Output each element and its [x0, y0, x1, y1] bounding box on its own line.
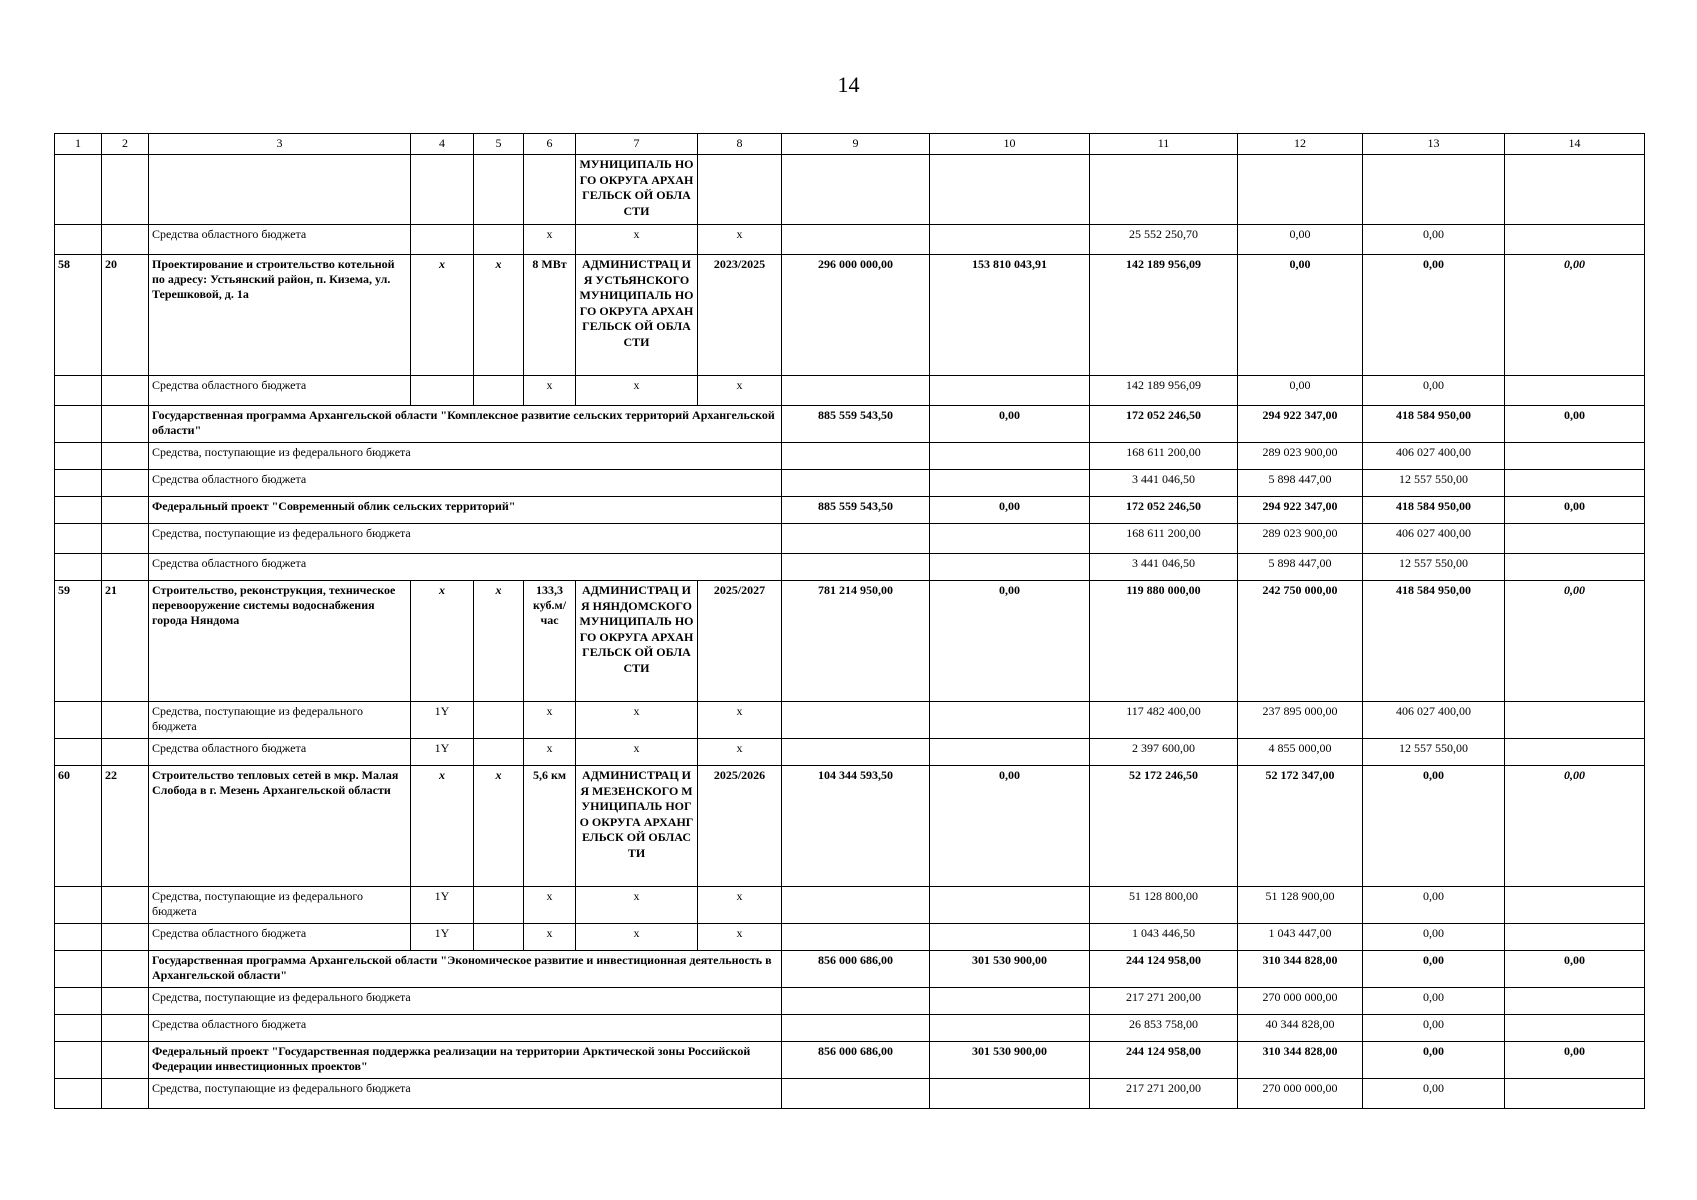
row-number: 20 [102, 255, 149, 376]
cell: х [474, 581, 524, 702]
row-label: Средства, поступающие из федерального бюджета [149, 887, 411, 924]
header-cell: 2 [102, 134, 149, 155]
table-row [55, 225, 1645, 255]
cell: х [474, 255, 524, 376]
cell: х [474, 766, 524, 887]
amount-cell: 856 000 686,00 [782, 1042, 930, 1079]
header-cell: 5 [474, 134, 524, 155]
amount-cell: 52 172 347,00 [1238, 766, 1363, 887]
cell: х [411, 255, 474, 376]
table-row [55, 155, 1645, 225]
amount-cell: 0,00 [1363, 951, 1505, 988]
project-name: Строительство, реконструкция, техническое перевооружение системы водоснабжения города Няндома [149, 581, 411, 702]
header-cell: 13 [1363, 134, 1505, 155]
cell: х [411, 581, 474, 702]
amount-cell: 2 397 600,00 [1090, 739, 1238, 766]
cell: х [698, 702, 782, 739]
row-label: Средства, поступающие из федерального бюджета [149, 524, 782, 554]
amount-cell: 418 584 950,00 [1363, 581, 1505, 702]
cell: х [698, 225, 782, 255]
amount-cell: 0,00 [1505, 581, 1645, 702]
period-cell: 2023/2025 [698, 255, 782, 376]
amount-cell: 12 557 550,00 [1363, 739, 1505, 766]
amount-cell: 0,00 [1363, 766, 1505, 887]
cell: х [524, 376, 576, 406]
cell: 1Y [411, 702, 474, 739]
amount-cell: 270 000 000,00 [1238, 988, 1363, 1015]
amount-cell: 0,00 [1363, 376, 1505, 406]
header-cell: 3 [149, 134, 411, 155]
amount-cell: 885 559 543,50 [782, 497, 930, 524]
amount-cell: 12 557 550,00 [1363, 470, 1505, 497]
row-number: 21 [102, 581, 149, 702]
table-row [55, 376, 1645, 406]
amount-cell: 142 189 956,09 [1090, 255, 1238, 376]
project-title: Федеральный проект "Современный облик сельских территорий" [149, 497, 782, 524]
amount-cell: 0,00 [1363, 225, 1505, 255]
amount-cell: 406 027 400,00 [1363, 702, 1505, 739]
capacity-cell: 133,3 куб.м/ час [524, 581, 576, 702]
header-cell: 9 [782, 134, 930, 155]
capacity-cell: 5,6 км [524, 766, 576, 887]
row-number: 58 [55, 255, 102, 376]
header-cell: 1 [55, 134, 102, 155]
amount-cell: 3 441 046,50 [1090, 470, 1238, 497]
amount-cell: 406 027 400,00 [1363, 443, 1505, 470]
amount-cell: 0,00 [1363, 1015, 1505, 1042]
amount-cell: 25 552 250,70 [1090, 225, 1238, 255]
table-row [55, 554, 1645, 581]
table-row [55, 1079, 1645, 1109]
amount-cell: 5 898 447,00 [1238, 470, 1363, 497]
cell: х [698, 739, 782, 766]
amount-cell: 301 530 900,00 [930, 951, 1090, 988]
amount-cell: 406 027 400,00 [1363, 524, 1505, 554]
table-row [55, 406, 1645, 443]
table-row [55, 988, 1645, 1015]
amount-cell: 168 611 200,00 [1090, 524, 1238, 554]
amount-cell: 26 853 758,00 [1090, 1015, 1238, 1042]
amount-cell: 242 750 000,00 [1238, 581, 1363, 702]
capacity-cell: 8 МВт [524, 255, 576, 376]
amount-cell: 0,00 [1238, 376, 1363, 406]
amount-cell: 142 189 956,09 [1090, 376, 1238, 406]
row-number: 22 [102, 766, 149, 887]
amount-cell: 781 214 950,00 [782, 581, 930, 702]
cell: 1Y [411, 887, 474, 924]
amount-cell: 0,00 [1363, 1079, 1505, 1109]
amount-cell: 0,00 [1505, 766, 1645, 887]
cell: х [576, 225, 698, 255]
table-row [55, 951, 1645, 988]
header-cell: 11 [1090, 134, 1238, 155]
amount-cell: 0,00 [930, 497, 1090, 524]
amount-cell: 217 271 200,00 [1090, 1079, 1238, 1109]
amount-cell: 310 344 828,00 [1238, 1042, 1363, 1079]
table-row [55, 581, 1645, 702]
amount-cell: 1 043 447,00 [1238, 924, 1363, 951]
amount-cell: 294 922 347,00 [1238, 497, 1363, 524]
amount-cell: 3 441 046,50 [1090, 554, 1238, 581]
amount-cell: 51 128 900,00 [1238, 887, 1363, 924]
table-row [55, 702, 1645, 739]
amount-cell: 244 124 958,00 [1090, 1042, 1238, 1079]
agency-cell: АДМИНИСТРАЦ ИЯ УСТЬЯНСКОГО МУНИЦИПАЛЬ НОГО ОКРУГА АРХАНГЕЛЬСК ОЙ ОБЛАСТИ [576, 255, 698, 376]
row-label: Средства областного бюджета [149, 924, 411, 951]
amount-cell: 0,00 [1238, 255, 1363, 376]
cell: х [576, 702, 698, 739]
page-number: 14 [837, 72, 860, 97]
table-row [55, 1015, 1645, 1042]
agency-cell: МУНИЦИПАЛЬ НОГО ОКРУГА АРХАНГЕЛЬСК ОЙ ОБЛАСТИ [576, 155, 698, 225]
amount-cell: 5 898 447,00 [1238, 554, 1363, 581]
amount-cell: 153 810 043,91 [930, 255, 1090, 376]
row-label: Средства областного бюджета [149, 1015, 782, 1042]
amount-cell: 0,00 [1238, 225, 1363, 255]
amount-cell: 0,00 [1505, 255, 1645, 376]
amount-cell: 885 559 543,50 [782, 406, 930, 443]
table-row [55, 443, 1645, 470]
project-name: Проектирование и строительство котельной по адресу: Устьянский район, п. Кизема, ул. Терешковой, д. 1а [149, 255, 411, 376]
amount-cell: 0,00 [1505, 951, 1645, 988]
cell: х [524, 924, 576, 951]
cell: х [698, 376, 782, 406]
table-row [55, 470, 1645, 497]
amount-cell: 237 895 000,00 [1238, 702, 1363, 739]
period-cell: 2025/2026 [698, 766, 782, 887]
row-label: Средства, поступающие из федерального бюджета [149, 702, 411, 739]
row-label: Средства областного бюджета [149, 225, 411, 255]
cell: х [576, 887, 698, 924]
header-cell: 8 [698, 134, 782, 155]
cell: х [576, 739, 698, 766]
amount-cell: 0,00 [1363, 255, 1505, 376]
cell: х [411, 766, 474, 887]
row-label: Средства областного бюджета [149, 376, 411, 406]
cell: 1Y [411, 924, 474, 951]
amount-cell: 289 023 900,00 [1238, 443, 1363, 470]
amount-cell: 0,00 [930, 581, 1090, 702]
table-row [55, 887, 1645, 924]
cell: х [524, 702, 576, 739]
amount-cell: 296 000 000,00 [782, 255, 930, 376]
amount-cell: 289 023 900,00 [1238, 524, 1363, 554]
row-label: Средства, поступающие из федерального бюджета [149, 443, 782, 470]
project-name: Строительство тепловых сетей в мкр. Малая Слобода в г. Мезень Архангельской области [149, 766, 411, 887]
amount-cell: 40 344 828,00 [1238, 1015, 1363, 1042]
amount-cell: 0,00 [930, 406, 1090, 443]
amount-cell: 0,00 [1505, 406, 1645, 443]
table-row [55, 1042, 1645, 1079]
table-row [55, 524, 1645, 554]
header-cell: 10 [930, 134, 1090, 155]
amount-cell: 0,00 [1363, 988, 1505, 1015]
cell: х [698, 924, 782, 951]
amount-cell: 51 128 800,00 [1090, 887, 1238, 924]
amount-cell: 418 584 950,00 [1363, 497, 1505, 524]
header-cell: 14 [1505, 134, 1645, 155]
row-number: 60 [55, 766, 102, 887]
amount-cell: 0,00 [1505, 497, 1645, 524]
amount-cell: 117 482 400,00 [1090, 702, 1238, 739]
period-cell: 2025/2027 [698, 581, 782, 702]
amount-cell: 0,00 [1363, 924, 1505, 951]
agency-cell: АДМИНИСТРАЦ ИЯ МЕЗЕНСКОГО МУНИЦИПАЛЬ НОГО ОКРУГА АРХАНГЕЛЬСК ОЙ ОБЛАСТИ [576, 766, 698, 887]
amount-cell: 0,00 [1363, 887, 1505, 924]
program-title: Государственная программа Архангельской области "Экономическое развитие и инвестиционная деятельность в Архангельской области" [149, 951, 782, 988]
amount-cell: 217 271 200,00 [1090, 988, 1238, 1015]
table-row [55, 497, 1645, 524]
amount-cell: 119 880 000,00 [1090, 581, 1238, 702]
cell: 1Y [411, 739, 474, 766]
cell: х [524, 225, 576, 255]
row-number: 59 [55, 581, 102, 702]
header-cell: 12 [1238, 134, 1363, 155]
project-title: Федеральный проект "Государственная поддержка реализации на территории Арктической зоны Российской Федерации инвестиционных проектов" [149, 1042, 782, 1079]
amount-cell: 294 922 347,00 [1238, 406, 1363, 443]
row-label: Средства областного бюджета [149, 739, 411, 766]
budget-table [54, 133, 1645, 1109]
program-title: Государственная программа Архангельской области "Комплексное развитие сельских территорий Архангельской области" [149, 406, 782, 443]
amount-cell: 0,00 [1505, 1042, 1645, 1079]
amount-cell: 168 611 200,00 [1090, 443, 1238, 470]
row-label: Средства областного бюджета [149, 470, 782, 497]
amount-cell: 0,00 [930, 766, 1090, 887]
table-row [55, 255, 1645, 376]
amount-cell: 310 344 828,00 [1238, 951, 1363, 988]
cell: х [576, 924, 698, 951]
amount-cell: 1 043 446,50 [1090, 924, 1238, 951]
amount-cell: 856 000 686,00 [782, 951, 930, 988]
amount-cell: 0,00 [1363, 1042, 1505, 1079]
amount-cell: 301 530 900,00 [930, 1042, 1090, 1079]
row-label: Средства областного бюджета [149, 554, 782, 581]
amount-cell: 4 855 000,00 [1238, 739, 1363, 766]
header-cell: 6 [524, 134, 576, 155]
amount-cell: 418 584 950,00 [1363, 406, 1505, 443]
amount-cell: 244 124 958,00 [1090, 951, 1238, 988]
amount-cell: 270 000 000,00 [1238, 1079, 1363, 1109]
cell: х [576, 376, 698, 406]
header-cell: 4 [411, 134, 474, 155]
amount-cell: 12 557 550,00 [1363, 554, 1505, 581]
row-label: Средства, поступающие из федерального бюджета [149, 988, 782, 1015]
amount-cell: 172 052 246,50 [1090, 497, 1238, 524]
header-cell: 7 [576, 134, 698, 155]
table-row [55, 739, 1645, 766]
header-row [55, 134, 1645, 155]
table-row [55, 924, 1645, 951]
cell: х [698, 887, 782, 924]
cell: х [524, 739, 576, 766]
agency-cell: АДМИНИСТРАЦ ИЯ НЯНДОМСКОГО МУНИЦИПАЛЬ НОГО ОКРУГА АРХАНГЕЛЬСК ОЙ ОБЛАСТИ [576, 581, 698, 702]
table-row [55, 766, 1645, 887]
amount-cell: 104 344 593,50 [782, 766, 930, 887]
cell: х [524, 887, 576, 924]
row-label: Средства, поступающие из федерального бюджета [149, 1079, 782, 1109]
amount-cell: 172 052 246,50 [1090, 406, 1238, 443]
amount-cell: 52 172 246,50 [1090, 766, 1238, 887]
